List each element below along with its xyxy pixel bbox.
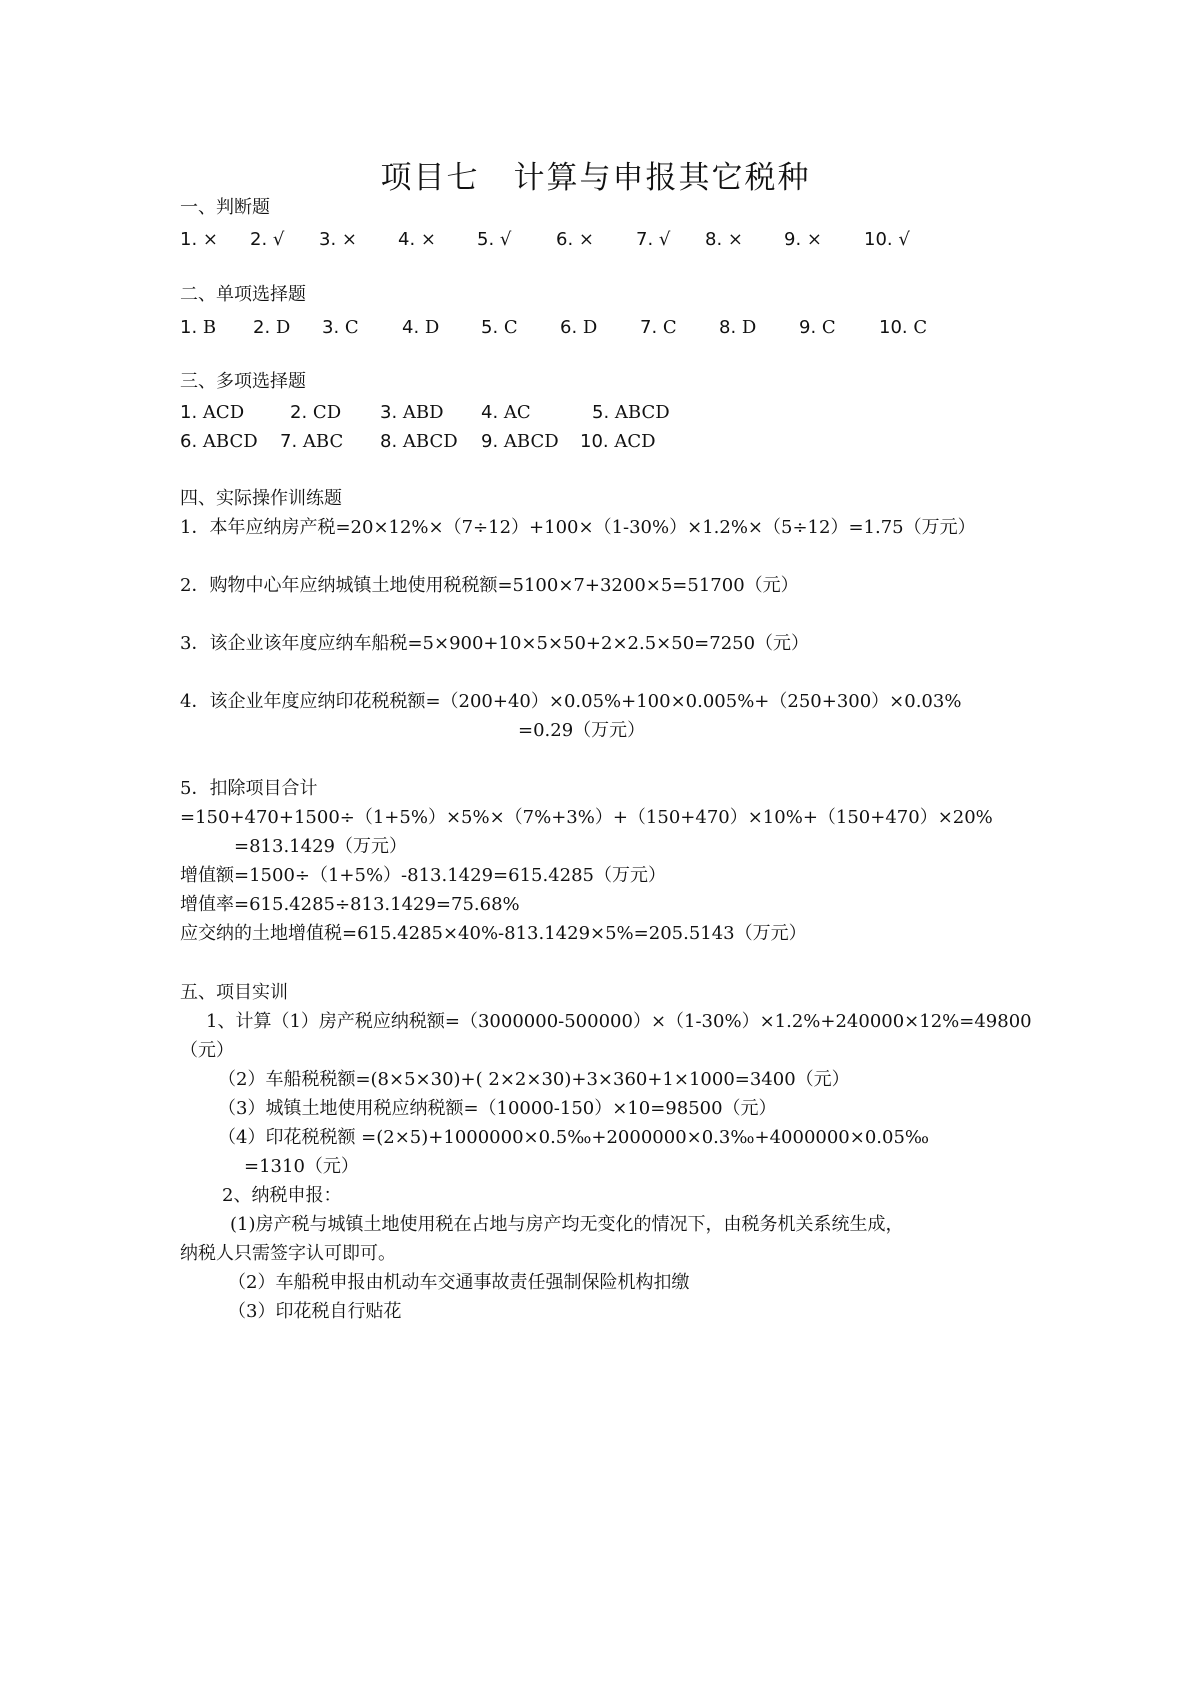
answer-value: √ (499, 229, 512, 250)
multiple-choice-answer-item (180, 401, 244, 425)
answer-value: C (503, 317, 518, 338)
training-line10: （2）车船税申报由机动车交通事故责任强制保险机构扣缴 (228, 1272, 690, 1293)
answer-value: ABC (302, 431, 344, 452)
question-number: 3. (319, 229, 337, 250)
practice-q1: 1．本年应纳房产税=20×12%×（7÷12）+100×（1-30%）×1.2%×（5÷12）=1.75（万元） (180, 517, 976, 538)
section-heading-true-false: 一、判断题 (180, 197, 270, 218)
training-line6: =1310（元） (244, 1156, 359, 1177)
question-number: 1. (180, 229, 198, 250)
answer-value: × (727, 229, 744, 250)
section-heading-multiple-choice: 三、多项选择题 (180, 371, 306, 392)
answer-value: × (806, 229, 823, 250)
training-line5: （4）印花税税额 =(2×5)+1000000×0.5‰+2000000×0.3‰+4000000×0.05‰ (218, 1127, 930, 1148)
answer-value: C (344, 317, 359, 338)
practice-q2: 2．购物中心年应纳城镇土地使用税税额=5100×7+3200×5=51700（元） (180, 575, 799, 596)
single-choice-answer-item (180, 316, 216, 340)
answer-value: D (424, 317, 440, 338)
true-false-answer-item (705, 228, 743, 252)
answer-value: × (202, 229, 219, 250)
single-choice-answer-item (322, 316, 359, 340)
true-false-answer-item (636, 228, 670, 252)
question-number: 5. (477, 229, 495, 250)
question-number: 8. (719, 317, 737, 338)
answer-value: ABCD (402, 431, 458, 452)
true-false-answer-item (319, 228, 357, 252)
true-false-answer-item (477, 228, 511, 252)
answer-value: √ (658, 229, 671, 250)
question-number: 6. (560, 317, 578, 338)
multiple-choice-answer-item (380, 401, 444, 425)
question-number: 3. (322, 317, 340, 338)
single-choice-answer-item (640, 316, 677, 340)
answer-value: ABCD (614, 402, 670, 423)
answer-value: CD (312, 402, 342, 423)
question-number: 1. (180, 317, 198, 338)
single-choice-answer-item (481, 316, 518, 340)
question-number: 5. (592, 402, 610, 423)
question-number: 10. (864, 229, 893, 250)
practice-q5-line4: 增值额=1500÷（1+5%）-813.1429=615.4285（万元） (180, 865, 666, 886)
practice-q4-line2: =0.29（万元） (518, 720, 646, 741)
single-choice-answer-item (799, 316, 836, 340)
training-line1: 1、计算（1）房产税应纳税额=（3000000-500000）×（1-30%）×1.2%+240000×12%=49800 (206, 1011, 1032, 1032)
answer-value: C (913, 317, 928, 338)
question-number: 1. (180, 402, 198, 423)
question-number: 2. (250, 229, 268, 250)
answer-value: ACD (202, 402, 245, 423)
answer-value: C (662, 317, 677, 338)
multiple-choice-answer-item (290, 401, 341, 425)
multiple-choice-answer-item (380, 430, 458, 454)
true-false-answer-item (784, 228, 822, 252)
question-number: 7. (280, 431, 298, 452)
question-number: 6. (556, 229, 574, 250)
question-number: 10. (879, 317, 908, 338)
question-number: 2. (290, 402, 308, 423)
answer-value: ABCD (202, 431, 258, 452)
single-choice-answer-item (402, 316, 439, 340)
training-line11: （3）印花税自行贴花 (228, 1301, 402, 1322)
training-line7: 2、纳税申报： (222, 1185, 342, 1206)
training-line3: （2）车船税税额=(8×5×30)+( 2×2×30)+3×360+1×1000=3400（元） (218, 1069, 850, 1090)
single-choice-answer-item (253, 316, 290, 340)
practice-q4-line1: 4．该企业年度应纳印花税税额=（200+40）×0.05%+100×0.005%+（250+300）×0.03% (180, 691, 962, 712)
true-false-answer-item (398, 228, 436, 252)
answer-value: AC (503, 402, 531, 423)
training-line9: 纳税人只需签字认可即可。 (180, 1243, 396, 1264)
question-number: 4. (481, 402, 499, 423)
answer-value: ABD (402, 402, 444, 423)
section-heading-single-choice: 二、单项选择题 (180, 284, 306, 305)
answer-value: ABCD (503, 431, 559, 452)
practice-q3: 3．该企业该年度应纳车船税=5×900+10×5×50+2×2.5×50=7250（元） (180, 633, 810, 654)
page-title (0, 152, 1191, 197)
true-false-answer-item (250, 228, 284, 252)
true-false-answer-item (180, 228, 218, 252)
true-false-answer-item (556, 228, 594, 252)
question-number: 9. (784, 229, 802, 250)
practice-q5-line6: 应交纳的土地增值税=615.4285×40%-813.1429×5%=205.5143（万元） (180, 923, 807, 944)
multiple-choice-answer-item (580, 430, 656, 454)
question-number: 3. (380, 402, 398, 423)
answer-value: B (202, 317, 217, 338)
true-false-answer-item (864, 228, 910, 252)
multiple-choice-answer-item (592, 401, 670, 425)
answer-value: × (420, 229, 437, 250)
answer-value: √ (898, 229, 910, 250)
answer-value: D (275, 317, 291, 338)
question-number: 5. (481, 317, 499, 338)
practice-q5-line2: =150+470+1500÷（1+5%）×5%×（7%+3%）+（150+470）×10%+（150+470）×20% (180, 807, 993, 828)
question-number: 7. (640, 317, 658, 338)
answer-value: √ (272, 229, 285, 250)
question-number: 8. (705, 229, 723, 250)
title-part1: 项目七 (380, 160, 480, 196)
answer-value: ACD (614, 431, 656, 452)
training-line8: (1)房产税与城镇土地使用税在占地与房产均无变化的情况下，由税务机关系统生成， (230, 1214, 904, 1235)
single-choice-answer-item (719, 316, 756, 340)
practice-q5-line1: 5．扣除项目合计 (180, 778, 318, 799)
question-number: 4. (402, 317, 420, 338)
training-line2: （元） (180, 1040, 234, 1061)
multiple-choice-answer-item (481, 430, 559, 454)
title-part2: 计算与申报其它税种 (513, 160, 811, 196)
answer-value: C (821, 317, 836, 338)
section-heading-practice: 四、实际操作训练题 (180, 488, 342, 509)
question-number: 9. (799, 317, 817, 338)
question-number: 2. (253, 317, 271, 338)
question-number: 4. (398, 229, 416, 250)
training-line4: （3）城镇土地使用税应纳税额=（10000-150）×10=98500（元） (218, 1098, 777, 1119)
question-number: 10. (580, 431, 609, 452)
multiple-choice-answer-item (481, 401, 531, 425)
section-heading-project-training: 五、项目实训 (180, 982, 288, 1003)
question-number: 7. (636, 229, 654, 250)
practice-q5-line3: =813.1429（万元） (234, 836, 407, 857)
single-choice-answer-item (560, 316, 597, 340)
answer-value: D (741, 317, 757, 338)
answer-value: × (341, 229, 358, 250)
practice-q5-line5: 增值率=615.4285÷813.1429=75.68% (180, 894, 520, 915)
multiple-choice-answer-item (280, 430, 343, 454)
question-number: 6. (180, 431, 198, 452)
multiple-choice-answer-item (180, 430, 258, 454)
question-number: 9. (481, 431, 499, 452)
question-number: 8. (380, 431, 398, 452)
answer-value: × (578, 229, 595, 250)
answer-value: D (582, 317, 598, 338)
single-choice-answer-item (879, 316, 927, 340)
